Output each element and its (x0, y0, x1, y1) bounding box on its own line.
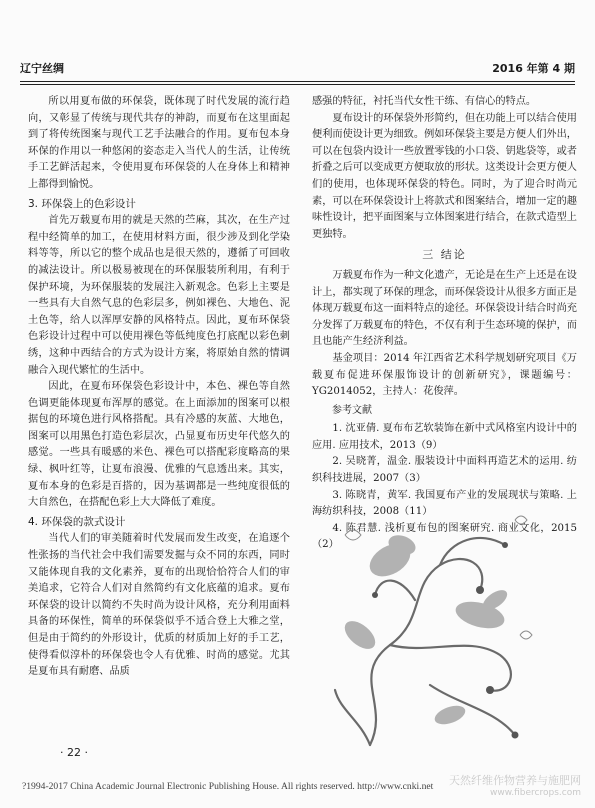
right-column (312, 94, 577, 554)
reference-item: 1. 沈亚倩. 夏布布艺软装饰在新中式风格室内设计中的应用. 应用技术，2013（9） (312, 423, 577, 451)
section-heading: 4. 环保袋的款式设计 (28, 515, 126, 528)
header-rule-thin (20, 84, 575, 85)
paragraph: 万载夏布作为一种文化遗产，无论是在生产上还是在设计上，都实现了环保的理念，而环保袋设计从很多方面正是体现万载夏布这一面料特点的途径。环保袋设计结合时尚充分发挥了万载夏布的特色，不仅有利于生态环境的保护，而且也能产生经济利益。 (312, 269, 577, 348)
reference-item: 3. 陈晓青，黄军. 我国夏布产业的发展现状与策略. 上海纺织科技，2008（11） (312, 489, 577, 518)
copyright-footer: ?1994-2017 China Academic Journal Electronic Publishing House. All rights reserved. http://www.cnki.net (22, 781, 434, 792)
watermark-url: www.fibercrops.com (490, 788, 581, 798)
references-title: 参考文献 (332, 404, 372, 416)
section-heading: 3. 环保袋上的色彩设计 (28, 197, 136, 210)
paragraph: 感强的特征，衬托当代女性干练、有信心的特点。 (312, 96, 537, 107)
paragraph: 夏布设计的环保袋外形简约，但在功能上可以结合使用便利而使设计更为细致。例如环保袋主要是方便人们外出，可以在包袋内设计一些放置零钱的小口袋、钥匙袋等，或者折叠之后可以变成更方便取放的形状。这类设计会更方便人们的使用，也体现环保袋的特色。同时，为了迎合时尚元素，可以在环保袋设计上将款式和图案结合，增加一定的趣味性设计，把平面图案与立体图案进行结合，在款式造型上更独特。 (312, 112, 577, 240)
fund-note: 基金项目：2014 年江西省艺术科学规划研究项目《万载夏布促进环保服饰设计的创新研究》，课题编号：YG2014052，主持人：花俊萍。 (312, 352, 577, 398)
reference-item: 4. 陈君慧. 浅析夏布包的图案研究. 商业文化，2015（2） (312, 522, 577, 551)
left-column (28, 94, 290, 681)
header-rule (20, 81, 575, 82)
issue-label: 2016 年第 4 期 (492, 62, 575, 75)
section-heading: 三 结论 (422, 248, 467, 262)
paragraph: 首先万载夏布用的就是天然的苎麻，其次，在生产过程中经简单的加工，在使用材料方面，很少涉及到化学染料等等，所以它的整个成品也是很天然的，遵循了可回收的减法设计。所以极易被现在的环保服装所利用，有利于保护环境，为环保服装的发展注入新观念。色彩上主要是一些具有大自然气息的色彩层多，例如裸色、大地色、泥土色等，给人以浑厚安静的风格特点。因此，夏布环保袋色彩设计过程中可以使用裸色等低纯度色打底配以彩色刺绣，这种中西结合的方式为设计方案，将原始自然的情调融合入现代繁忙的生活中。 (28, 215, 290, 376)
paragraph: 所以用夏布做的环保袋，既体现了时代发展的流行趋向，又彰显了传统与现代共存的神韵，而夏布在这里面起到了将传统图案与现代工艺手法融合的作用。夏布包本身环保的作用以一种悠闲的姿态走入当代人的生活，让传统手工艺鲜活起来，令使用夏布环保袋的人在身体上和精神上都得到愉悦。 (28, 96, 290, 190)
watermark (449, 774, 581, 800)
floral-ornament-illustration (330, 505, 540, 750)
page-number: · 22 · (60, 746, 88, 759)
watermark-text: 天然纤维作物营养与施肥网 (449, 774, 581, 787)
paragraph: 当代人们的审美随着时代发展而发生改变，在追逐个性张扬的当代社会中我们需要发掘与众不同的东西，同时又能体现自我的文化素养，夏布的出现恰恰符合人们的审美追求，它符合人们对自然简约有文化底蕴的追求。夏布环保袋的设计以简约不失时尚为设计风格，充分利用面料具备的环保性，简单的环保袋似乎不适合登上大雅之堂，但是由于简约的外形设计，优质的材质加上好的手工艺，使得看似淳朴的环保袋也令人有优雅、时尚的感觉。尤其是夏布具有耐磨、品质 (28, 533, 290, 678)
journal-name: 辽宁丝绸 (20, 62, 64, 75)
reference-item: 2. 吴晓菁，温金. 服装设计中面料再造艺术的运用. 纺织科技进展，2007（3） (312, 456, 577, 485)
running-header (20, 60, 575, 76)
paragraph: 因此，在夏布环保袋色彩设计中，本色、裸色等自然色调更能体现夏布浑厚的感觉。在上面添加的图案可以根据包的环境色进行风格搭配。具有冷感的灰蓝、大地色，图案可以用黑色打造色彩层次，凸显夏布历史年代悠久的感觉。一些具有暖感的米色、裸色可以搭配彩度略高的果绿、枫叶红等，让夏布浪漫、优雅的气息透出来。其实，夏布本身的色彩是百搭的，因为基调都是一些纯度很低的大自然色，在搭配色彩上大大降低了难度。 (28, 381, 290, 509)
